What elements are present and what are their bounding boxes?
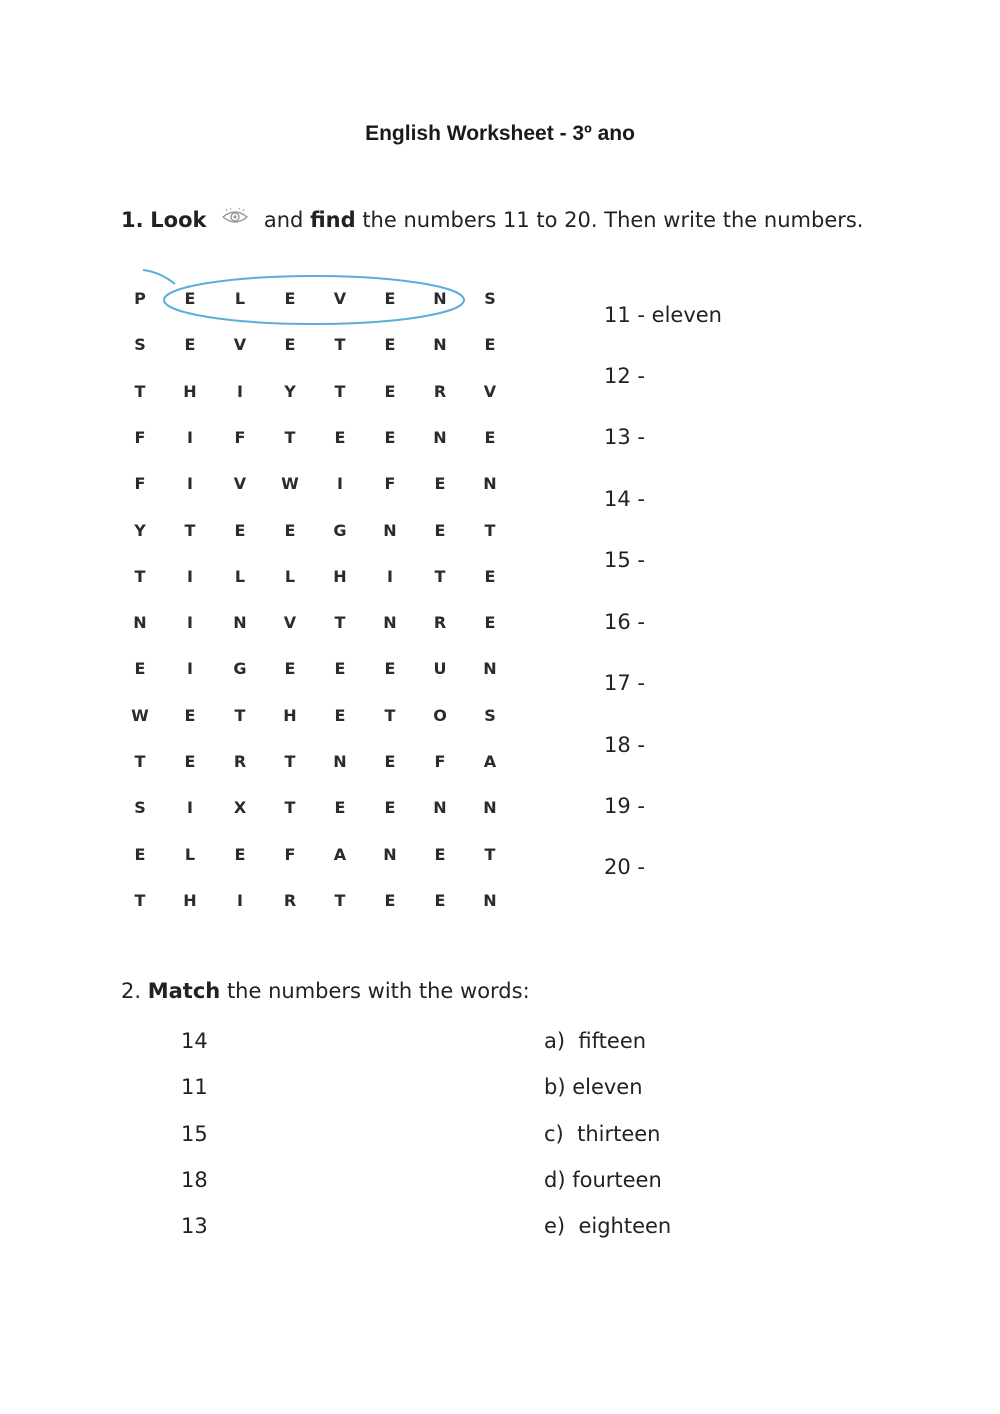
grid-letter: W — [281, 474, 299, 494]
grid-letter: H — [283, 705, 297, 725]
grid-letter: N — [483, 474, 497, 494]
grid-letter: H — [333, 566, 347, 586]
grid-letter: T — [284, 752, 296, 771]
grid-letter: E — [484, 335, 496, 355]
grid-letter: N — [383, 613, 397, 633]
grid-letter: N — [433, 289, 447, 308]
grid-letter: I — [187, 474, 193, 494]
grid-letter: N — [433, 427, 447, 447]
grid-letter: N — [383, 844, 397, 864]
match-number: 13 — [181, 1214, 208, 1238]
grid-letter: I — [337, 474, 343, 494]
grid-letter: T — [334, 613, 346, 633]
match-number: 14 — [181, 1029, 208, 1053]
answer-line: 13 - — [604, 425, 645, 449]
grid-letter: E — [334, 659, 346, 679]
grid-letter: V — [283, 613, 297, 633]
grid-letter: V — [233, 335, 247, 355]
grid-letter: X — [233, 798, 247, 818]
grid-letter: E — [384, 427, 396, 447]
grid-letter: E — [384, 289, 396, 308]
grid-letter: I — [237, 890, 243, 910]
look-word: Look — [150, 208, 207, 232]
grid-letter: E — [234, 520, 246, 540]
grid-letter: N — [483, 890, 497, 910]
grid-letter: P — [134, 289, 146, 308]
grid-letter: E — [384, 335, 396, 355]
match-word: b) eleven — [544, 1075, 643, 1099]
grid-letter: E — [284, 659, 296, 679]
grid-letter: A — [483, 752, 497, 771]
grid-letter: F — [284, 844, 296, 864]
match-word: a) fifteen — [544, 1029, 647, 1053]
grid-letter: R — [433, 381, 447, 401]
grid-letter: T — [184, 520, 196, 540]
grid-letter: S — [484, 705, 496, 725]
grid-letter: E — [334, 427, 346, 447]
grid-letter: R — [433, 613, 447, 633]
grid-letter: T — [284, 798, 296, 818]
match-word-bold: Match — [147, 979, 221, 1003]
grid-letter: S — [134, 335, 146, 355]
grid-letter: E — [234, 844, 246, 864]
grid-letter: T — [334, 335, 346, 355]
grid-letter: W — [131, 705, 149, 725]
grid-letter: E — [384, 752, 396, 771]
grid-letter: E — [284, 289, 296, 308]
grid-letter: E — [184, 289, 196, 308]
grid-letter: E — [434, 474, 446, 494]
grid-letter: S — [134, 798, 146, 818]
grid-letter: T — [334, 381, 346, 401]
grid-letter: V — [483, 381, 497, 401]
grid-letter: F — [434, 752, 446, 771]
grid-letter: N — [483, 659, 497, 679]
grid-letter: T — [234, 705, 246, 725]
grid-letter: L — [184, 844, 196, 864]
answer-line: 16 - — [604, 610, 645, 634]
grid-letter: I — [187, 798, 193, 818]
answer-line: 15 - — [604, 548, 645, 572]
grid-letter: T — [134, 381, 146, 401]
grid-letter: E — [484, 566, 496, 586]
grid-letter: N — [383, 520, 397, 540]
grid-letter: R — [283, 890, 297, 910]
grid-letter: Y — [284, 381, 296, 401]
answer-line: 19 - — [604, 794, 645, 818]
grid-letter: E — [434, 890, 446, 910]
grid-letter: T — [434, 566, 446, 586]
grid-letter: T — [284, 427, 296, 447]
grid-letter: I — [187, 566, 193, 586]
grid-letter: E — [284, 520, 296, 540]
grid-letter: H — [183, 890, 197, 910]
question-2-rest: the numbers with the words: — [226, 979, 530, 1003]
grid-letter: Y — [134, 520, 146, 540]
find-word: find — [310, 208, 356, 232]
question-1-rest: the numbers 11 to 20. Then write the numbers. — [362, 208, 864, 232]
question-2-instruction — [121, 979, 530, 1003]
grid-letter: N — [133, 613, 147, 633]
grid-letter: V — [333, 289, 347, 308]
grid-letter: N — [483, 798, 497, 818]
grid-letter: L — [234, 289, 246, 308]
page-title: English Worksheet - 3º ano — [365, 122, 635, 145]
grid-letter: E — [134, 844, 146, 864]
answer-line: 14 - — [604, 487, 645, 511]
match-word: c) thirteen — [544, 1122, 661, 1146]
grid-letter: E — [184, 752, 196, 771]
grid-letter: E — [384, 798, 396, 818]
grid-letter: V — [233, 474, 247, 494]
grid-letter: E — [184, 705, 196, 725]
grid-letter: I — [387, 566, 393, 586]
answer-line: 17 - — [604, 671, 645, 695]
grid-letter: I — [187, 427, 193, 447]
grid-letter: N — [433, 335, 447, 355]
match-word: e) eighteen — [544, 1214, 672, 1238]
grid-letter: T — [484, 520, 496, 540]
grid-letter: E — [134, 659, 146, 679]
grid-letter: F — [234, 427, 246, 447]
grid-letter: E — [384, 659, 396, 679]
grid-letter: E — [384, 890, 396, 910]
grid-letter: F — [384, 474, 396, 494]
grid-letter: T — [134, 566, 146, 586]
grid-letter: E — [334, 798, 346, 818]
match-word: d) fourteen — [544, 1168, 662, 1192]
and-word: and — [263, 208, 304, 232]
grid-letter: E — [284, 335, 296, 355]
grid-letter: U — [433, 659, 447, 679]
grid-letter: A — [333, 844, 347, 864]
grid-letter: N — [333, 752, 347, 771]
grid-letter: E — [484, 613, 496, 633]
grid-letter: E — [384, 381, 396, 401]
match-number: 15 — [181, 1122, 208, 1146]
answer-line: 18 - — [604, 733, 645, 757]
grid-letter: L — [284, 566, 296, 586]
grid-letter: E — [334, 705, 346, 725]
grid-letter: I — [187, 659, 193, 679]
grid-letter: S — [484, 289, 496, 308]
grid-letter: T — [134, 752, 146, 771]
grid-letter: T — [334, 890, 346, 910]
grid-letter: E — [434, 844, 446, 864]
answer-line: 11 - eleven — [604, 303, 722, 327]
grid-letter: O — [433, 705, 447, 725]
grid-letter: T — [484, 844, 496, 864]
grid-letter: T — [134, 890, 146, 910]
answer-line: 12 - — [604, 364, 645, 388]
grid-letter: I — [237, 381, 243, 401]
grid-letter: T — [384, 705, 396, 725]
match-number: 18 — [181, 1168, 208, 1192]
grid-letter: F — [134, 427, 146, 447]
grid-letter: E — [184, 335, 196, 355]
question-2-number: 2. — [121, 979, 142, 1003]
grid-letter: G — [233, 659, 247, 679]
grid-letter: N — [433, 798, 447, 818]
grid-letter: G — [333, 520, 347, 540]
grid-letter: H — [183, 381, 197, 401]
answer-line: 20 - — [604, 855, 645, 879]
grid-letter: N — [233, 613, 247, 633]
grid-letter: E — [434, 520, 446, 540]
grid-letter: L — [234, 566, 246, 586]
grid-letter: R — [233, 752, 247, 771]
match-number: 11 — [181, 1075, 208, 1099]
question-1-number: 1. — [121, 208, 144, 232]
grid-letter: I — [187, 613, 193, 633]
grid-letter: F — [134, 474, 146, 494]
grid-letter: E — [484, 427, 496, 447]
